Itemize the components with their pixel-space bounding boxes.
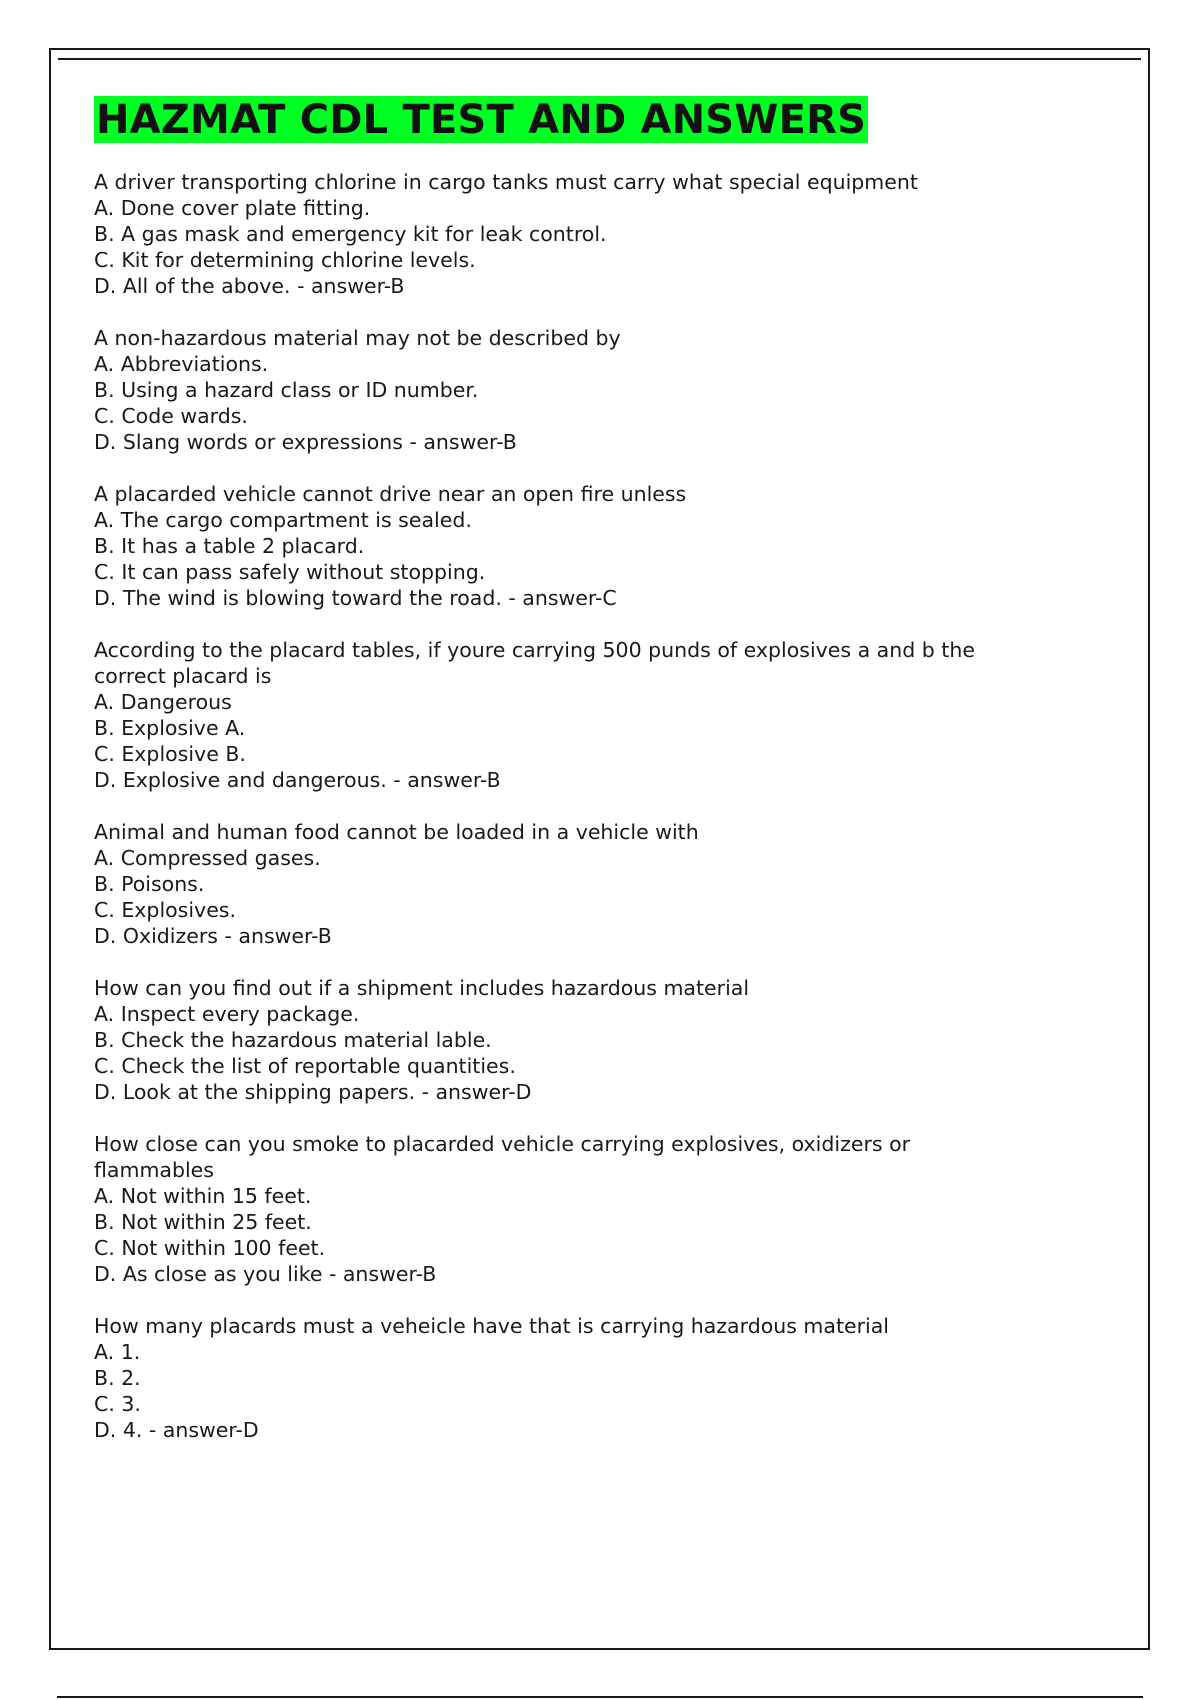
answer-option: D. Look at the shipping papers. - answer-D [94,1080,532,1104]
question-list [94,169,994,1443]
answer-option: C. Code wards. [94,404,248,428]
question-block [94,169,994,299]
question-block [94,1131,994,1287]
answer-option: A. Not within 15 feet. [94,1184,312,1208]
question-text: How many placards must a veheicle have that is carrying hazardous material [94,1314,889,1338]
question-block [94,975,994,1105]
answer-option: D. The wind is blowing toward the road. - answer-C [94,586,617,610]
answer-option: C. 3. [94,1392,141,1416]
answer-option: D. Oxidizers - answer-B [94,924,332,948]
answer-option: A. Abbreviations. [94,352,269,376]
question-block [94,819,994,949]
answer-option: A. 1. [94,1340,141,1364]
answer-option: A. Done cover plate fitting. [94,196,371,220]
question-text: A non-hazardous material may not be described by [94,326,621,350]
question-block [94,481,994,611]
answer-option: C. Kit for determining chlorine levels. [94,248,476,272]
answer-option: B. Using a hazard class or ID number. [94,378,479,402]
answer-option: B. Poisons. [94,872,205,896]
answer-option: C. Check the list of reportable quantities. [94,1054,516,1078]
question-text: A placarded vehicle cannot drive near an open fire unless [94,482,687,506]
frame-top-rule [58,58,1141,60]
answer-option: A. Compressed gases. [94,846,321,870]
answer-option: B. Explosive A. [94,716,246,740]
bottom-rule [57,1696,1143,1698]
answer-option: C. Explosives. [94,898,236,922]
answer-option: D. Slang words or expressions - answer-B [94,430,517,454]
question-text: Animal and human food cannot be loaded in a vehicle with [94,820,699,844]
answer-option: A. Dangerous [94,690,232,714]
answer-option: B. A gas mask and emergency kit for leak control. [94,222,607,246]
question-text: How close can you smoke to placarded vehicle carrying explosives, oxidizers or flammables [94,1132,917,1182]
answer-option: B. It has a table 2 placard. [94,534,365,558]
question-text: According to the placard tables, if youre carrying 500 punds of explosives a and b the correct placard is [94,638,982,688]
answer-option: D. As close as you like - answer-B [94,1262,437,1286]
answer-option: D. Explosive and dangerous. - answer-B [94,768,501,792]
answer-option: B. 2. [94,1366,141,1390]
answer-option: D. 4. - answer-D [94,1418,259,1442]
document-content [94,96,994,1469]
document-title: HAZMAT CDL TEST AND ANSWERS [96,97,867,143]
answer-option: C. Explosive B. [94,742,246,766]
question-text: A driver transporting chlorine in cargo tanks must carry what special equipment [94,170,918,194]
question-block [94,1313,994,1443]
answer-option: B. Check the hazardous material lable. [94,1028,492,1052]
answer-option: D. All of the above. - answer-B [94,274,405,298]
answer-option: A. The cargo compartment is sealed. [94,508,472,532]
answer-option: C. Not within 100 feet. [94,1236,326,1260]
answer-option: B. Not within 25 feet. [94,1210,312,1234]
answer-option: C. It can pass safely without stopping. [94,560,486,584]
question-block [94,637,994,793]
answer-option: A. Inspect every package. [94,1002,360,1026]
question-block [94,325,994,455]
question-text: How can you find out if a shipment includes hazardous material [94,976,750,1000]
